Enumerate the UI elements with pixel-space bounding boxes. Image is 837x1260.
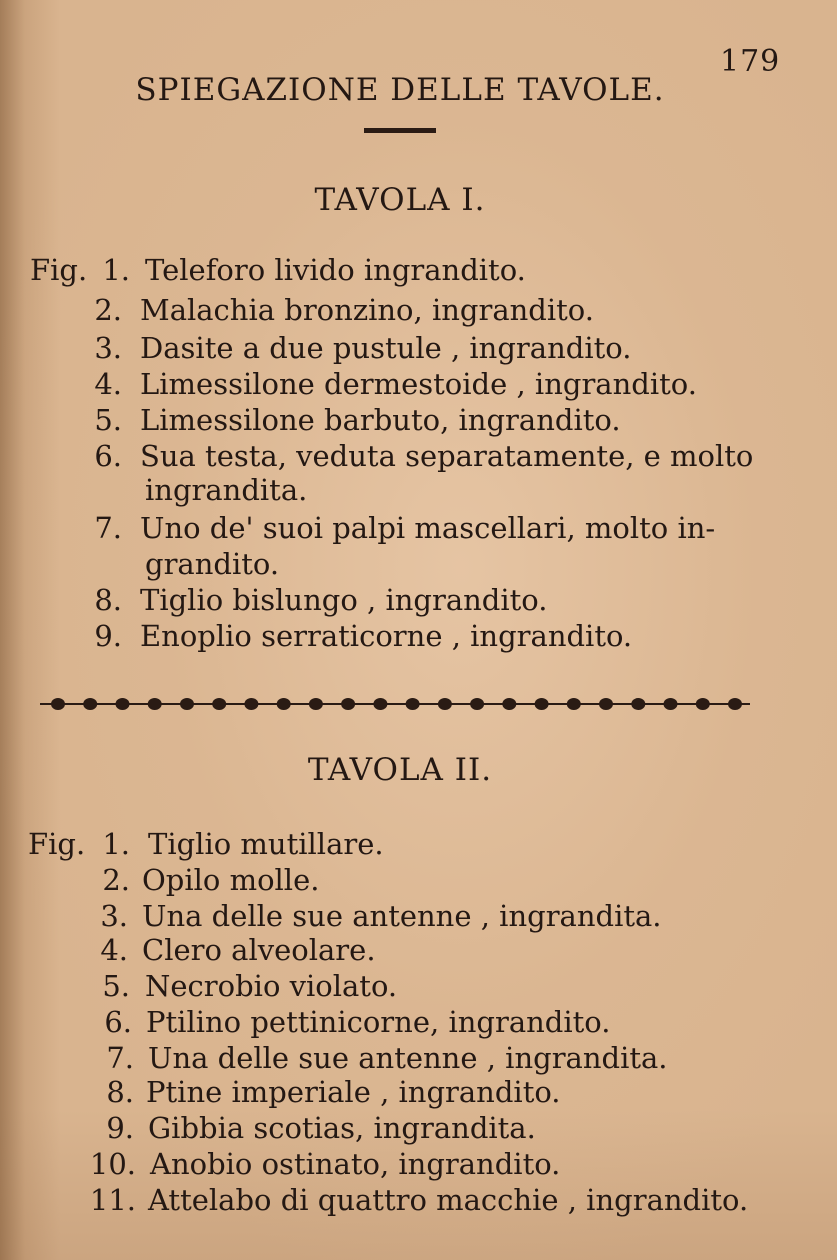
ornament-bead	[309, 698, 323, 710]
running-head: SPIEGAZIONE DELLE TAVOLE.	[135, 72, 665, 108]
entry-text: grandito.	[145, 547, 280, 581]
plate-title-1: TAVOLA I.	[314, 182, 486, 218]
entry-text: Anobio ostinato, ingrandito.	[150, 1147, 561, 1181]
ornament-bead	[502, 698, 516, 710]
entry-text: Sua testa, veduta separatamente, e molto	[140, 439, 754, 473]
entry-text: ingrandita.	[145, 473, 308, 507]
ornament-bead	[438, 698, 452, 710]
entry-text: Attelabo di quattro macchie , ingrandito.	[148, 1183, 749, 1217]
entry-number: 10.	[89, 1147, 136, 1181]
entry-text: Ptine imperiale , ingrandito.	[146, 1075, 561, 1109]
ornament-bead	[567, 698, 581, 710]
entry-text: Limessilone dermestoide , ingrandito.	[140, 367, 697, 401]
entry-number: 5.	[102, 969, 130, 1003]
ornament-bead	[244, 698, 258, 710]
entry-number: 3.	[100, 899, 128, 933]
ornament-bead	[212, 698, 226, 710]
entry-text: Una delle sue antenne , ingrandita.	[148, 1041, 668, 1075]
plate-title-2: TAVOLA II.	[307, 752, 493, 788]
ornament-bead	[148, 698, 162, 710]
ornament-bead	[631, 698, 645, 710]
entry-text: Gibbia scotias, ingrandita.	[148, 1111, 536, 1145]
ornament-bead	[83, 698, 97, 710]
entry-number: 7.	[94, 511, 122, 545]
entry-number: 8.	[106, 1075, 134, 1109]
entry-number: 3.	[94, 331, 122, 365]
entry-text: Malachia bronzino, ingrandito.	[140, 293, 594, 327]
entry-number: 1.	[102, 253, 130, 287]
ornament-bead	[728, 698, 742, 710]
ornament-bead	[664, 698, 678, 710]
ornament-bead	[599, 698, 613, 710]
entry-number: 4.	[100, 933, 128, 967]
ornament-bead	[116, 698, 130, 710]
ornament-bead	[470, 698, 484, 710]
entry-number: 8.	[94, 583, 122, 617]
entry-text: Clero alveolare.	[142, 933, 376, 967]
entry-number: 11.	[89, 1183, 136, 1217]
entry-text: Dasite a due pustule , ingrandito.	[140, 331, 632, 365]
ornament-bead	[406, 698, 420, 710]
entry-text: Necrobio violato.	[145, 969, 398, 1003]
entry-number: 7.	[106, 1041, 134, 1075]
ornament-bead	[277, 698, 291, 710]
entry-number: 6.	[104, 1005, 132, 1039]
entry-number: 9.	[106, 1111, 134, 1145]
ornament-bead	[535, 698, 549, 710]
entry-text: Opilo molle.	[142, 863, 320, 897]
entry-text: Tiglio bislungo , ingrandito.	[140, 583, 548, 617]
ornament-bead	[696, 698, 710, 710]
entry-number: 2.	[94, 293, 122, 327]
entry-number: 2.	[102, 863, 130, 897]
page-number: 179	[720, 44, 781, 79]
entry-text: Tiglio mutillare.	[148, 827, 384, 861]
entry-text: Teleforo livido ingrandito.	[145, 253, 526, 287]
ornament-bead	[373, 698, 387, 710]
entry-text: Uno de' suoi palpi mascellari, molto in-	[140, 511, 716, 545]
entry-number: 4.	[94, 367, 122, 401]
ornament-bead	[51, 698, 65, 710]
ornamental-divider	[40, 692, 750, 716]
header-rule	[364, 128, 436, 133]
ornament-bead	[180, 698, 194, 710]
entry-text: Ptilino pettinicorne, ingrandito.	[146, 1005, 611, 1039]
entry-number: 6.	[94, 439, 122, 473]
fig-label: Fig.	[30, 253, 88, 287]
entry-text: Una delle sue antenne , ingrandita.	[142, 899, 662, 933]
entry-text: Limessilone barbuto, ingrandito.	[140, 403, 621, 437]
entry-text: Enoplio serraticorne , ingrandito.	[140, 619, 633, 653]
entry-number: 1.	[102, 827, 130, 861]
entry-number: 9.	[94, 619, 122, 653]
ornament-bead	[341, 698, 355, 710]
fig-label: Fig.	[28, 827, 86, 861]
entry-number: 5.	[94, 403, 122, 437]
